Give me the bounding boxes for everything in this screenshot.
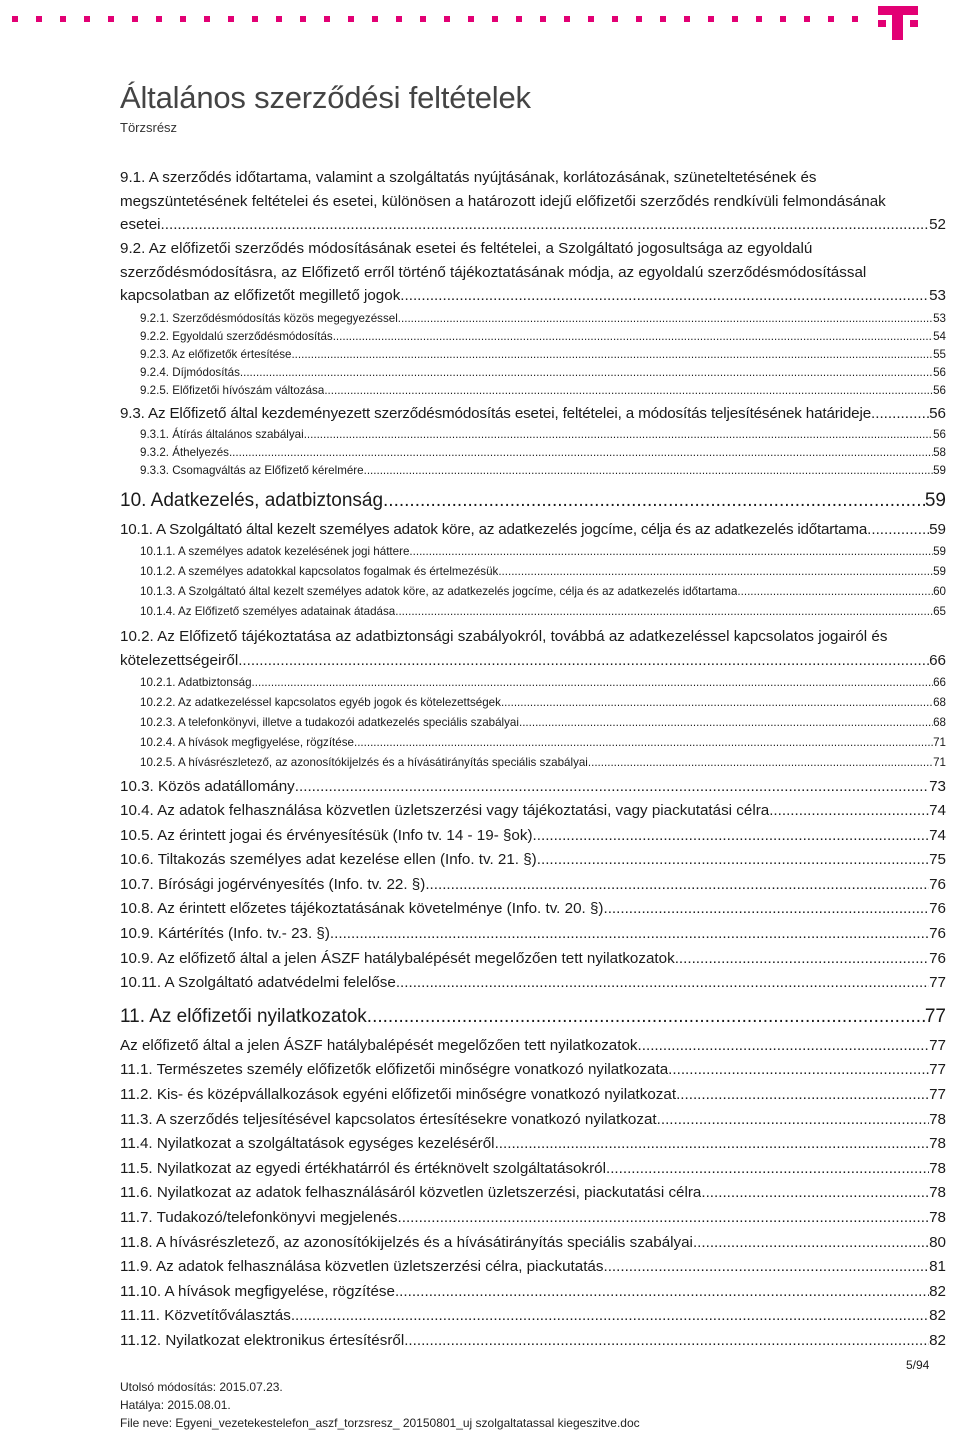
brand-dot xyxy=(540,16,546,22)
toc-entry[interactable]: Az előfizető által a jelen ÁSZF hatálybalépését megelőzően tett nyilatkozatok ..... 77 xyxy=(120,1034,946,1059)
toc-entry[interactable]: 11.12. Nyilatkozat elektronikus értesítésről ..... 82 xyxy=(120,1329,946,1354)
page-subtitle: Törzsrész xyxy=(120,120,178,135)
brand-dot xyxy=(660,16,666,22)
brand-dot xyxy=(204,16,210,22)
brand-dot xyxy=(300,16,306,22)
toc-chapter-11[interactable]: 11. Az előfizetői nyilatkozatok ..... 77 xyxy=(120,1002,946,1032)
table-of-contents xyxy=(120,166,946,1354)
toc-entry[interactable]: 10.2.5. A hívásrészletező, az azonosítókijelzés és a hívásátirányítás speciális szabályai ..... 71 xyxy=(120,753,946,773)
toc-entry[interactable]: 9.3.3. Csomagváltás az Előfizető kérelmére ..... 59 xyxy=(120,462,946,480)
toc-entry[interactable]: 10.6. Tiltakozás személyes adat kezelése ellen (Info. tv. 21. §) ..... 75 xyxy=(120,848,946,873)
toc-entry[interactable]: 10.2.2. Az adatkezeléssel kapcsolatos egyéb jogok és kötelezettségek ..... 68 xyxy=(120,693,946,713)
toc-entry[interactable]: 11.9. Az adatok felhasználása közvetlen üzletszerzési célra, piackutatás ..... 81 xyxy=(120,1255,946,1280)
toc-entry[interactable]: 10.11. A Szolgáltató adatvédelmi felelőse ..... 77 xyxy=(120,971,946,996)
brand-dot xyxy=(444,16,450,22)
toc-entry[interactable]: 10.2.4. A hívások megfigyelése, rögzítése ..... 71 xyxy=(120,733,946,753)
toc-group-9-3 xyxy=(120,426,946,480)
toc-entry[interactable]: 9.2.1. Szerződésmódosítás közös megegyezéssel ..... 53 xyxy=(120,310,946,328)
page-number: 5/94 xyxy=(906,1358,930,1372)
brand-dot xyxy=(684,16,690,22)
toc-chapter-10[interactable]: 10. Adatkezelés, adatbiztonság ..... 59 xyxy=(120,486,946,516)
toc-entry[interactable]: 9.2.3. Az előfizetők értesítése ..... 55 xyxy=(120,346,946,364)
brand-dot xyxy=(588,16,594,22)
toc-entry[interactable]: 10.5. Az érintett jogai és érvényesítésük (Info tv. 14 - 19- §ok) ..... 74 xyxy=(120,824,946,849)
toc-entry-10-2[interactable]: 10.2. Az Előfizető tájékoztatása az adatbiztonsági szabályokról, továbbá az adatkezeléssel kapcsolatos jogairól és kötelezettségeiről ..... 66 xyxy=(120,625,946,673)
toc-entry-9-1[interactable]: 9.1. A szerződés időtartama, valamint a szolgáltatás nyújtásának, korlátozásának, szüneteltetésének és megszüntetésének feltételei és esetei, különösen a határozott idejű előfizetői szerződés rendkívüli felmondásának esetei ..... 52 xyxy=(120,166,946,237)
brand-dot xyxy=(516,16,522,22)
toc-entry-10-1[interactable]: 10.1. A Szolgáltató által kezelt személyes adatok köre, az adatkezelés jogcíme, célja és az adatkezelés időtartama ..... 59 xyxy=(120,518,946,542)
telekom-t-logo-icon xyxy=(878,6,938,40)
brand-dot xyxy=(780,16,786,22)
brand-dot xyxy=(756,16,762,22)
brand-dot xyxy=(132,16,138,22)
brand-dot xyxy=(732,16,738,22)
brand-dot xyxy=(180,16,186,22)
brand-dot xyxy=(564,16,570,22)
toc-page-number: 53 xyxy=(929,287,946,304)
toc-entry[interactable]: 9.3.2. Áthelyezés ..... 58 xyxy=(120,444,946,462)
toc-entry[interactable]: 10.2.1. Adatbiztonság ..... 66 xyxy=(120,673,946,693)
toc-entry[interactable]: 10.9. Az előfizető által a jelen ÁSZF hatálybalépését megelőzően tett nyilatkozatok ..... 76 xyxy=(120,947,946,972)
toc-entry[interactable]: 10.4. Az adatok felhasználása közvetlen üzletszerzési vagy tájékoztatási, vagy piackutatási célra ..... 74 xyxy=(120,799,946,824)
toc-entry[interactable]: 9.3.1. Átírás általános szabályai ..... 56 xyxy=(120,426,946,444)
toc-entry[interactable]: 10.1.2. A személyes adatokkal kapcsolatos fogalmak és értelmezésük ..... 59 xyxy=(120,562,946,582)
brand-dot xyxy=(84,16,90,22)
brand-dot xyxy=(612,16,618,22)
toc-entry[interactable]: 11.10. A hívások megfigyelése, rögzítése ..... 82 xyxy=(120,1280,946,1305)
brand-dots-bar xyxy=(12,12,882,26)
toc-entry-9-2[interactable]: 9.2. Az előfizetői szerződés módosításának esetei és feltételei, a Szolgáltató jogosultsága az egyoldalú szerződésmódosításra, az Előfizető erről történő tájékoztatásának módja, az egyoldalú szerződésmódosítással kapcsolatban az előfizetőt megillető jogok ..... 53 xyxy=(120,237,946,308)
toc-entry[interactable]: 11.7. Tudakozó/telefonkönyvi megjelenés ..... 78 xyxy=(120,1206,946,1231)
brand-dot xyxy=(852,16,858,22)
brand-dot xyxy=(108,16,114,22)
toc-entry[interactable]: 10.9. Kártérítés (Info. tv.- 23. §) ..... 76 xyxy=(120,922,946,947)
last-modified: Utolsó módosítás: 2015.07.23. xyxy=(120,1380,283,1394)
brand-dot xyxy=(12,16,18,22)
brand-dot xyxy=(36,16,42,22)
toc-entry[interactable]: 11.1. Természetes személy előfizetők előfizetői minőségre vonatkozó nyilatkozata ..... 77 xyxy=(120,1058,946,1083)
brand-dot xyxy=(828,16,834,22)
brand-dot xyxy=(492,16,498,22)
brand-dot xyxy=(228,16,234,22)
toc-entry[interactable]: 10.1.4. Az Előfizető személyes adatainak átadása ..... 65 xyxy=(120,602,946,622)
toc-entry[interactable]: 10.8. Az érintett előzetes tájékoztatásának követelménye (Info. tv. 20. §) ..... 76 xyxy=(120,897,946,922)
page-title: Általános szerződési feltételek xyxy=(120,80,531,115)
toc-entry[interactable]: 10.3. Közös adatállomány ..... 73 xyxy=(120,775,946,800)
toc-entry[interactable]: 11.6. Nyilatkozat az adatok felhasználásáról közvetlen üzletszerzési, piackutatási célra ..... 78 xyxy=(120,1181,946,1206)
brand-dot xyxy=(804,16,810,22)
brand-dot xyxy=(60,16,66,22)
toc-group-10-1 xyxy=(120,542,946,622)
toc-group-11 xyxy=(120,1034,946,1354)
document-footer xyxy=(120,1378,640,1432)
toc-entry[interactable]: 10.2.3. A telefonkönyvi, illetve a tudakozói adatkezelés speciális szabályai ..... 68 xyxy=(120,713,946,733)
toc-entry[interactable]: 9.2.5. Előfizetői hívószám változása ..... 56 xyxy=(120,382,946,400)
toc-entry[interactable]: 11.5. Nyilatkozat az egyedi értékhatárról és értéknövelt szolgáltatásokról ..... 78 xyxy=(120,1157,946,1182)
brand-dot xyxy=(708,16,714,22)
brand-dot xyxy=(348,16,354,22)
brand-dot xyxy=(636,16,642,22)
toc-entry[interactable]: 11.2. Kis- és középvállalkozások egyéni előfizetői minőségre vonatkozó nyilatkozat ..... 77 xyxy=(120,1083,946,1108)
toc-entry[interactable]: 9.2.2. Egyoldalú szerződésmódosítás ..... 54 xyxy=(120,328,946,346)
toc-entry[interactable]: 10.1.3. A Szolgáltató által kezelt személyes adatok köre, az adatkezelés jogcíme, célja és az adatkezelés időtartama ..... 60 xyxy=(120,582,946,602)
toc-page-number: 52 xyxy=(929,216,946,233)
toc-entry[interactable]: 11.11. Közvetítőválasztás ..... 82 xyxy=(120,1304,946,1329)
toc-group-10-2 xyxy=(120,673,946,773)
toc-entry-9-3[interactable]: 9.3. Az Előfizető által kezdeményezett szerződésmódosítás esetei, feltételei, a módosítás teljesítésének határideje ..... 56 xyxy=(120,402,946,426)
toc-entry[interactable]: 9.2.4. Díjmódosítás ..... 56 xyxy=(120,364,946,382)
toc-group-9-2 xyxy=(120,310,946,400)
document-header xyxy=(120,80,531,135)
brand-dot xyxy=(468,16,474,22)
brand-dot xyxy=(372,16,378,22)
toc-entry[interactable]: 10.7. Bírósági jogérvényesítés (Info. tv. 22. §) ..... 76 xyxy=(120,873,946,898)
toc-entry[interactable]: 11.3. A szerződés teljesítésével kapcsolatos értesítésekre vonatkozó nyilatkozat ..... 78 xyxy=(120,1108,946,1133)
file-name: File neve: Egyeni_vezetekestelefon_aszf_torzsresz_ 20150801_uj szolgaltatassal kiegeszitve.doc xyxy=(120,1416,640,1430)
toc-entry[interactable]: 11.4. Nyilatkozat a szolgáltatások egységes kezeléséről ..... 78 xyxy=(120,1132,946,1157)
brand-dot xyxy=(252,16,258,22)
brand-dot xyxy=(156,16,162,22)
brand-dot xyxy=(276,16,282,22)
brand-dot xyxy=(420,16,426,22)
effective-date: Hatálya: 2015.08.01. xyxy=(120,1398,231,1412)
toc-group-10-3-to-10-11 xyxy=(120,775,946,996)
brand-dot xyxy=(396,16,402,22)
toc-entry[interactable]: 10.1.1. A személyes adatok kezelésének jogi háttere ..... 59 xyxy=(120,542,946,562)
brand-dot xyxy=(324,16,330,22)
toc-entry[interactable]: 11.8. A hívásrészletező, az azonosítókijelzés és a hívásátirányítás speciális szabályai ..... 80 xyxy=(120,1231,946,1256)
